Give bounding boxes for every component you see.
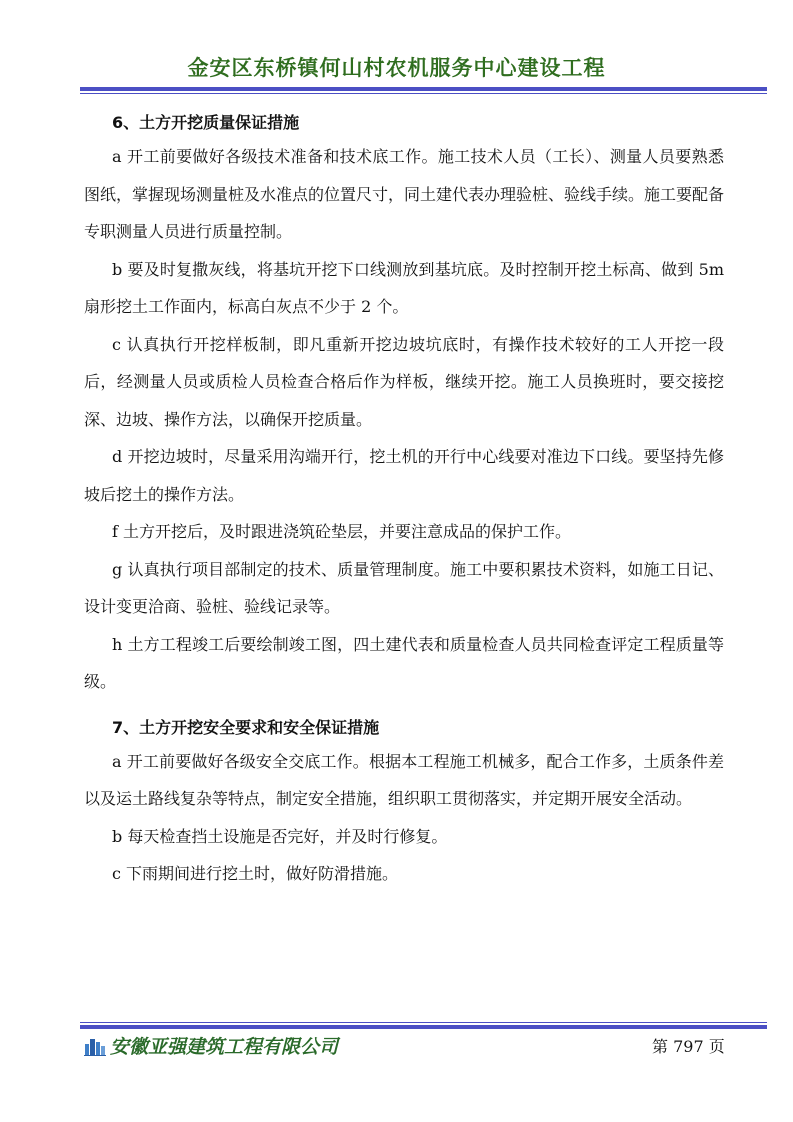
paragraph: b 每天检查挡土设施是否完好，并及时行修复。 (112, 826, 448, 846)
footer-rule-thick (80, 1025, 767, 1029)
section-6 (84, 108, 724, 701)
document-title: 金安区东桥镇何山村农机服务中心建设工程 (187, 56, 606, 80)
paragraph: c 认真执行开挖样板制，即凡重新开挖边坡坑底时，有操作技术较好的工人开挖一段后，经测量人员或质检人员检查合格后作为样板，继续开挖。施工人员换班时，要交接挖深、边坡、操作方法，以确保开挖质量。 (84, 334, 724, 429)
page-number: 第 797 页 (652, 1037, 725, 1056)
paragraph: c 下雨期间进行挖土时，做好防滑措施。 (112, 864, 399, 883)
company-name (84, 1032, 338, 1059)
building-logo-icon (84, 1036, 106, 1056)
footer-rule-thin (80, 1022, 767, 1023)
section-7 (84, 713, 724, 893)
paragraph: b 要及时复撒灰线，将基坑开挖下口线测放到基坑底。及时控制开挖土标高、做到 5m 扇形挖土工作面内，标高白灰点不少于 2 个。 (84, 259, 724, 316)
paragraph: a 开工前要做好各级安全交底工作。根据本工程施工机械多，配合工作多，土质条件差以及运土路线复杂等特点，制定安全措施，组织职工贯彻落实，并定期开展安全活动。 (84, 751, 724, 808)
paragraph: h 土方工程竣工后要绘制竣工图，四土建代表和质量检查人员共同检查评定工程质量等级。 (84, 634, 724, 691)
section-heading: 7、土方开挖安全要求和安全保证措施 (112, 717, 380, 737)
header-rule-thin (80, 93, 767, 94)
paragraph: d 开挖边坡时，尽量采用沟端开行，挖土机的开行中心线要对准边下口线。要坚持先修坡后挖土的操作方法。 (84, 447, 724, 504)
paragraph: g 认真执行项目部制定的技术、质量管理制度。施工中要积累技术资料，如施工日记、设计变更洽商、验桩、验线记录等。 (84, 559, 724, 616)
paragraph: f 土方开挖后，及时跟进浇筑砼垫层，并要注意成品的保护工作。 (112, 522, 572, 541)
header-rule-thick (80, 87, 767, 91)
company-label: 安徽亚强建筑工程有限公司 (110, 1036, 339, 1058)
paragraph: a 开工前要做好各级技术准备和技术底工作。施工技术人员（工长）、测量人员要熟悉图纸，掌握现场测量桩及水准点的位置尺寸，同土建代表办理验桩、验线手续。施工要配备专职测量人员进行质量控制。 (84, 147, 725, 241)
section-heading: 6、土方开挖质量保证措施 (112, 113, 300, 132)
page-body (84, 96, 724, 893)
